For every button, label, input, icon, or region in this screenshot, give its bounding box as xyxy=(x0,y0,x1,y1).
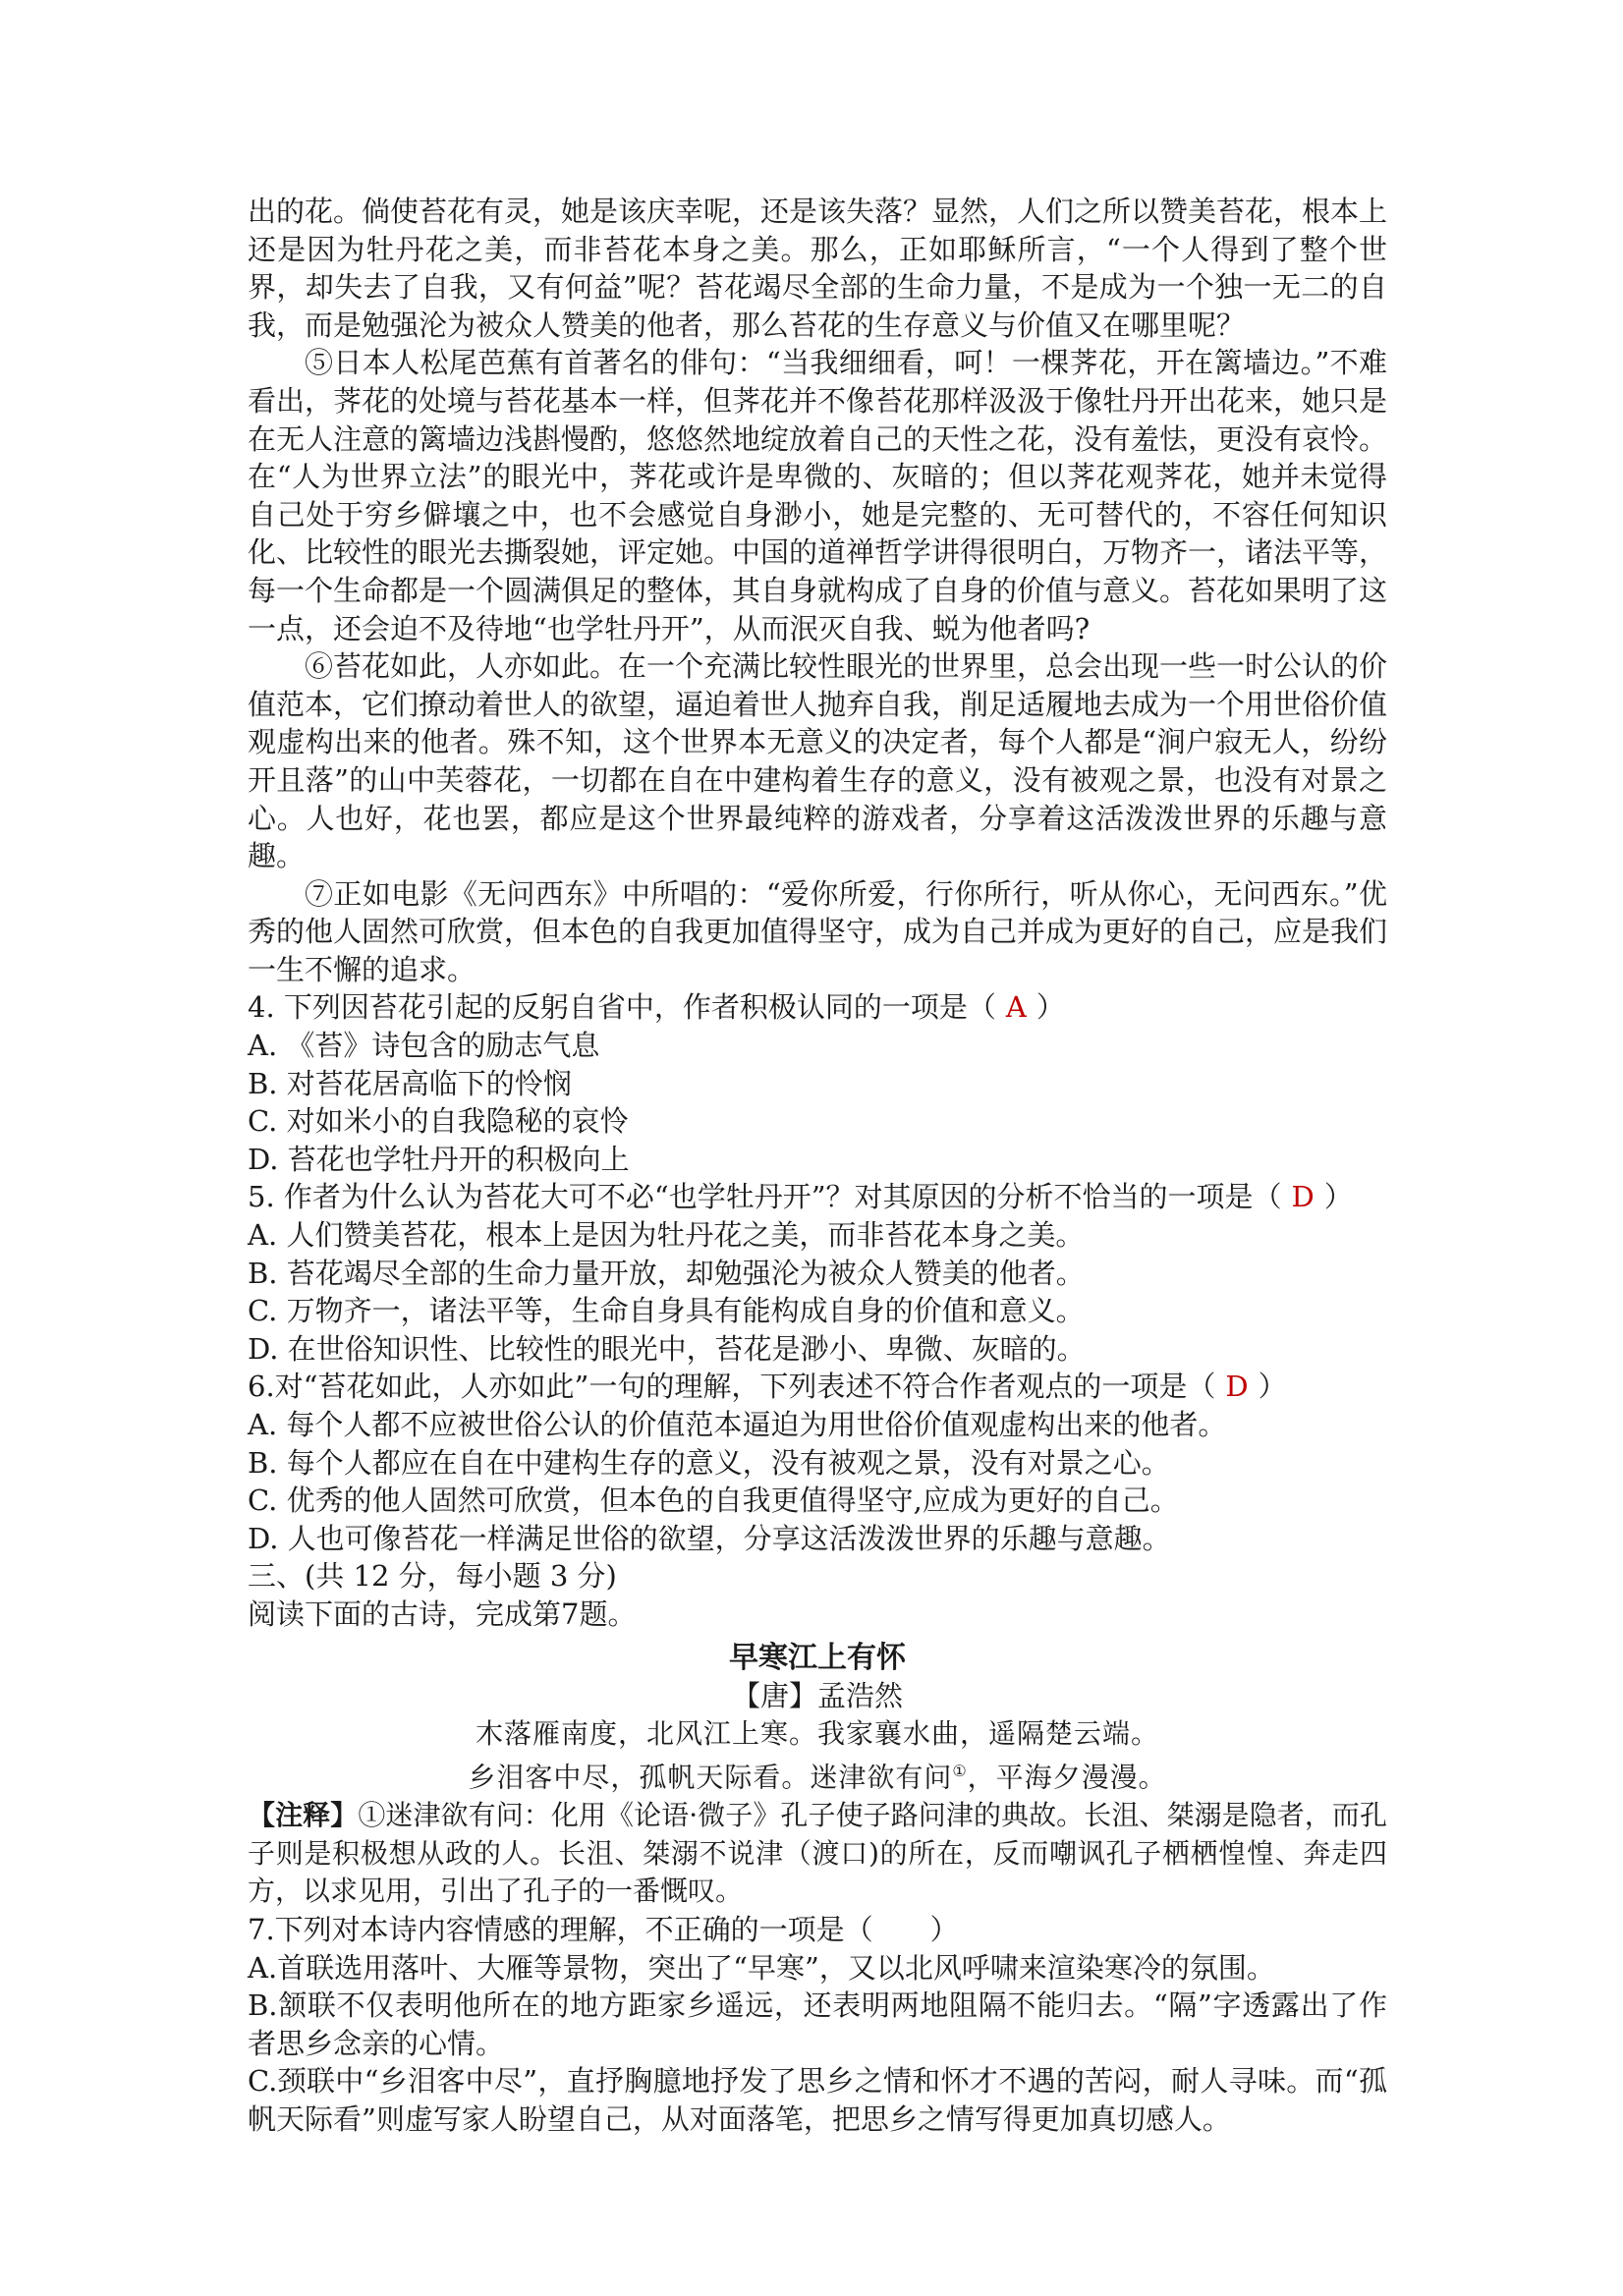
question-5-option-a: A. 人们赞美苔花，根本上是因为牡丹花之美，而非苔花本身之美。 xyxy=(248,1218,1085,1253)
question-6-close-paren: ） xyxy=(1258,1370,1287,1404)
question-4-stem xyxy=(248,988,1387,1027)
question-6-option-a: A. 每个人都不应被世俗公认的价值范本逼迫为用世俗价值观虚构出来的他者。 xyxy=(248,1408,1227,1441)
poem-line-2 xyxy=(248,1753,1387,1797)
passage-paragraph-5: ⑤日本人松尾芭蕉有首著名的俳句：“当我细细看，呵！一棵荠花，开在篱墙边。”不难看出，荠花的处境与苔花基本一样，但荠花并不像苔花那样汲汲于像牡丹开出花来，她只是在无人注意的篱墙边浅斟慢酌，悠悠然地绽放着自己的天性之花，没有羞怯，更没有哀怜。在“人为世界立法”的眼光中，荠花或许是卑微的、灰暗的；但以荠花观荠花，她并未觉得自己处于穷乡僻壤之中，也不会感觉自身渺小，她是完整的、无可替代的，不容任何知识化、比较性的眼光去撕裂她，评定她。中国的道禅哲学讲得很明白，万物齐一，诸法平等，每一个生命都是一个圆满俱足的整体，其自身就构成了自身的价值与意义。苔花如果明了这一点，还会迫不及待地“也学牡丹开”，从而泯灭自我、蜕为他者吗? xyxy=(248,346,1388,645)
question-6-answer: D xyxy=(1225,1370,1249,1404)
question-6-option-d: D. 人也可像苔花一样满足世俗的欲望，分享这活泼泼世界的乐趣与意趣。 xyxy=(248,1521,1171,1555)
poem-line-1: 木落雁南度，北风江上寒。我家襄水曲，遥隔楚云端。 xyxy=(475,1716,1159,1750)
question-7-stem: 7.下列对本诗内容情感的理解，不正确的一项是（ ） xyxy=(248,1913,959,1947)
question-5-option-c: C. 万物齐一，诸法平等，生命自身具有能构成自身的价值和意义。 xyxy=(248,1294,1085,1328)
question-4-option-a: A. 《苔》诗包含的励志气息 xyxy=(248,1029,600,1063)
question-5 xyxy=(248,1178,1387,1368)
question-4-stem-text: 4. 下列因苔花引起的反躬自省中，作者积极认同的一项是（ xyxy=(248,990,996,1025)
question-5-stem-text: 5. 作者为什么认为苔花大可不必“也学牡丹开”？对其原因的分析不恰当的一项是（ xyxy=(248,1180,1282,1214)
poem-note-label: 【注释】 xyxy=(248,1799,359,1832)
question-7-option-c: C.颈联中“乡泪客中尽”，直抒胸臆地抒发了思乡之情和怀才不遇的苦闷，耐人寻味。而“孤帆天际看”则虚写家人盼望自己，从对面落笔，把思乡之情写得更加真切感人。 xyxy=(248,2064,1387,2137)
question-4-answer: A xyxy=(1005,990,1027,1025)
poem-note xyxy=(248,1797,1387,1911)
poem-note-marker: ① xyxy=(952,1762,968,1781)
section-3-instruction: 阅读下面的古诗，完成第7题。 xyxy=(248,1596,637,1631)
question-7-option-a: A.首联选用落叶、大雁等景物，突出了“早寒”，又以北风呼啸来渲染寒冷的氛围。 xyxy=(248,1950,1275,1985)
question-5-close-paren: ） xyxy=(1323,1180,1353,1214)
poem-author: 【唐】孟浩然 xyxy=(731,1679,903,1713)
question-4 xyxy=(248,988,1387,1178)
question-6-option-b: B. 每个人都应在自在中建构生存的意义，没有被观之景，没有对景之心。 xyxy=(248,1445,1170,1480)
question-4-option-d: D. 苔花也学牡丹开的积极向上 xyxy=(248,1142,630,1176)
question-4-option-b: B. 对苔花居高临下的怜悯 xyxy=(248,1066,572,1100)
poem-title: 早寒江上有怀 xyxy=(729,1640,906,1675)
passage-paragraph-4-continued: 出的花。倘使苔花有灵，她是该庆幸呢，还是该失落？显然，人们之所以赞美苔花，根本上还是因为牡丹花之美，而非苔花本身之美。那么，正如耶稣所言，“一个人得到了整个世界，却失去了自我，又有何益”呢？苔花竭尽全部的生命力量，不是成为一个独一无二的自我，而是勉强沦为被众人赞美的他者，那么苔花的生存意义与价值又在哪里呢？ xyxy=(248,195,1388,342)
question-6-stem xyxy=(248,1368,1387,1406)
question-7 xyxy=(248,1911,1387,2139)
section-3-heading: 三、(共 12 分，每小题 3 分) xyxy=(248,1559,617,1594)
question-5-option-b: B. 苔花竭尽全部的生命力量开放，却勉强沦为被众人赞美的他者。 xyxy=(248,1256,1085,1290)
poem-line-2-part-b: ，平海夕漫漫。 xyxy=(967,1761,1167,1794)
passage-paragraph-7: ⑦正如电影《无问西东》中所唱的：“爱你所爱，行你所行，听从你心，无问西东。”优秀的他人固然可欣赏，但本色的自我更加值得坚守，成为自己并成为更好的自己，应是我们一生不懈的追求。 xyxy=(248,876,1388,986)
poem-line-2-part-a: 乡泪客中尽，孤帆天际看。迷津欲有问 xyxy=(468,1761,953,1794)
passage-paragraph-6: ⑥苔花如此，人亦如此。在一个充满比较性眼光的世界里，总会出现一些一时公认的价值范本，它们撩动着世人的欲望，逼迫着世人抛弃自我，削足适履地去成为一个用世俗价值观虚构出来的他者。殊不知，这个世界本无意义的决定者，每个人都是“涧户寂无人，纷纷开且落”的山中芙蓉花，一切都在自在中建构着生存的意义，没有被观之景，也没有对景之心。人也好，花也罢，都应是这个世界最纯粹的游戏者，分享着这活泼泼世界的乐趣与意趣。 xyxy=(248,649,1388,873)
question-7-option-b: B.颔联不仅表明他所在的地方距家乡遥远，还表明两地阻隔不能归去。“隔”字透露出了作者思乡念亲的心情。 xyxy=(248,1988,1387,2060)
poem xyxy=(248,1640,1387,1798)
question-5-stem xyxy=(248,1178,1387,1216)
page-content xyxy=(248,193,1387,2139)
question-6-stem-text: 6.对“苔花如此，人亦如此”一句的理解，下列表述不符合作者观点的一项是（ xyxy=(248,1370,1216,1404)
question-4-close-paren: ） xyxy=(1035,990,1065,1025)
question-6 xyxy=(248,1368,1387,1557)
question-4-option-c: C. 对如米小的自我隐秘的哀怜 xyxy=(248,1104,629,1139)
poem-note-text: ①迷津欲有问：化用《论语·微子》孔子使子路问津的典故。长沮、桀溺是隐者，而孔子则是积极想从政的人。长沮、桀溺不说津（渡口)的所在，反而嘲讽孔子栖栖惶惶、奔走四方，以求见用，引出了孔子的一番慨叹。 xyxy=(248,1799,1387,1908)
question-5-option-d: D. 在世俗知识性、比较性的眼光中，苔花是渺小、卑微、灰暗的。 xyxy=(248,1331,1086,1366)
question-5-answer: D xyxy=(1291,1180,1315,1214)
question-6-option-c: C. 优秀的他人固然可欣赏，但本色的自我更值得坚守,应成为更好的自己。 xyxy=(248,1484,1179,1518)
